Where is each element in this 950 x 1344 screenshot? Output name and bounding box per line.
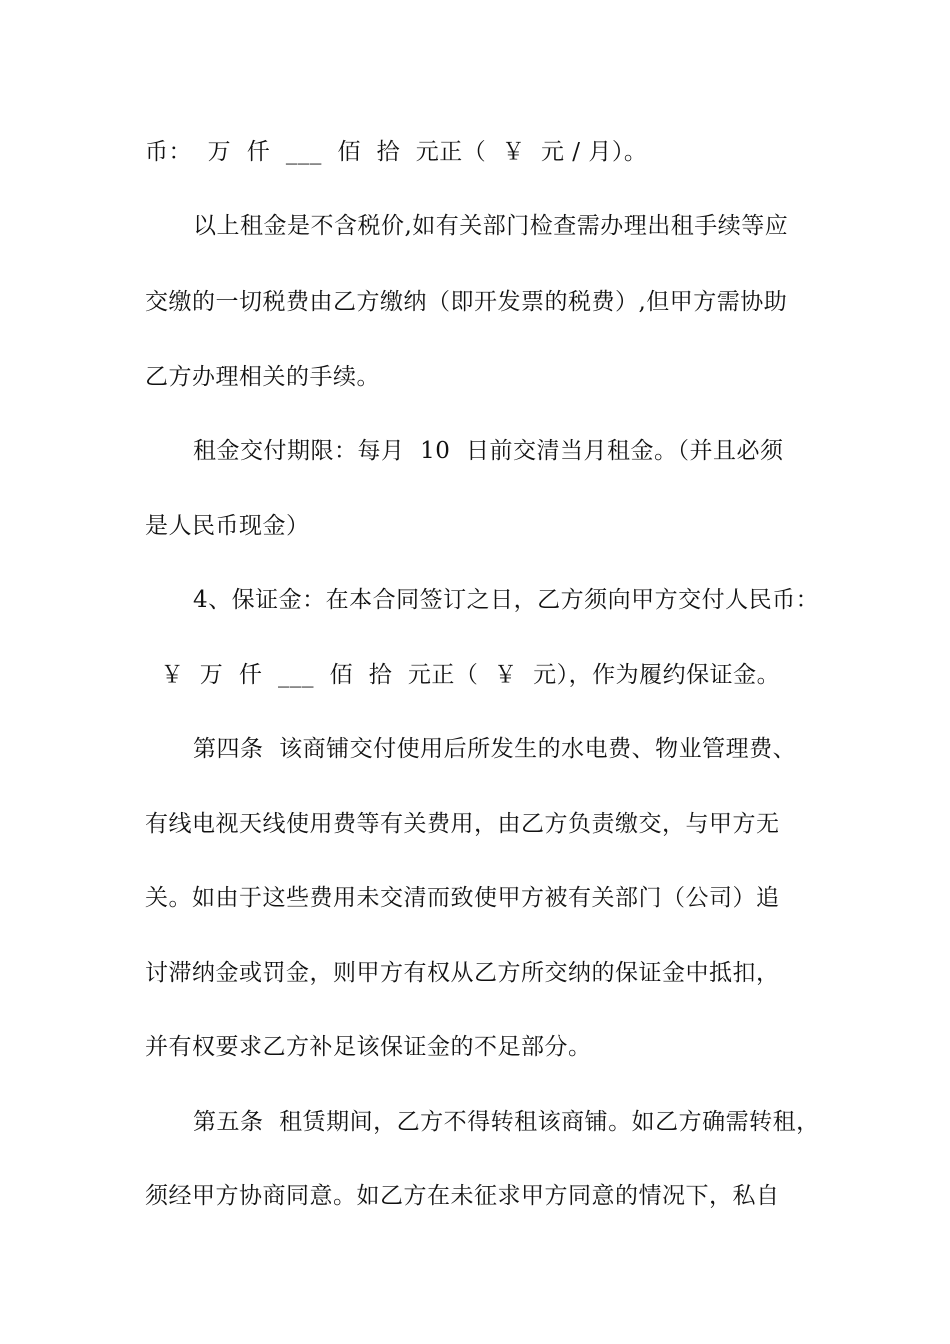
text-line-4: 乙方办理相关的手续。 [145,364,380,390]
text-line-3: 交缴的一切税费由乙方缴纳（即开发票的税费）,但甲方需协助 [145,289,788,315]
text-line-8: ￥ 万 仟 ___ 佰 拾 元正（ ￥ 元），作为履约保证金。 [145,662,781,688]
text-line-5: 租金交付期限：每月 10 日前交清当月租金。（并且必须 [193,438,784,464]
text-line-15: 须经甲方协商同意。如乙方在未征求甲方同意的情况下，私自 [145,1183,780,1209]
text-line-11: 关。如由于这些费用未交清而致使甲方被有关部门（公司）追 [145,885,780,911]
text-line-10: 有线电视天线使用费等有关费用，由乙方负责缴交，与甲方无 [145,811,780,837]
text-line-9: 第四条 该商铺交付使用后所发生的水电费、物业管理费、 [193,736,797,762]
text-line-14: 第五条 租赁期间，乙方不得转租该商铺。如乙方确需转租， [193,1109,820,1135]
text-line-2: 以上租金是不含税价,如有关部门检查需办理出租手续等应 [193,213,789,239]
text-line-12: 讨滞纳金或罚金，则甲方有权从乙方所交纳的保证金中抵扣， [145,960,780,986]
text-line-7: 4、保证金：在本合同签订之日，乙方须向甲方交付人民币： [193,587,820,613]
text-line-13: 并有权要求乙方补足该保证金的不足部分。 [145,1034,592,1060]
text-line-1: 币： 万 仟 ___ 佰 拾 元正（ ￥ 元 / 月）。 [145,139,648,165]
text-line-6: 是人民币现金） [145,513,310,539]
